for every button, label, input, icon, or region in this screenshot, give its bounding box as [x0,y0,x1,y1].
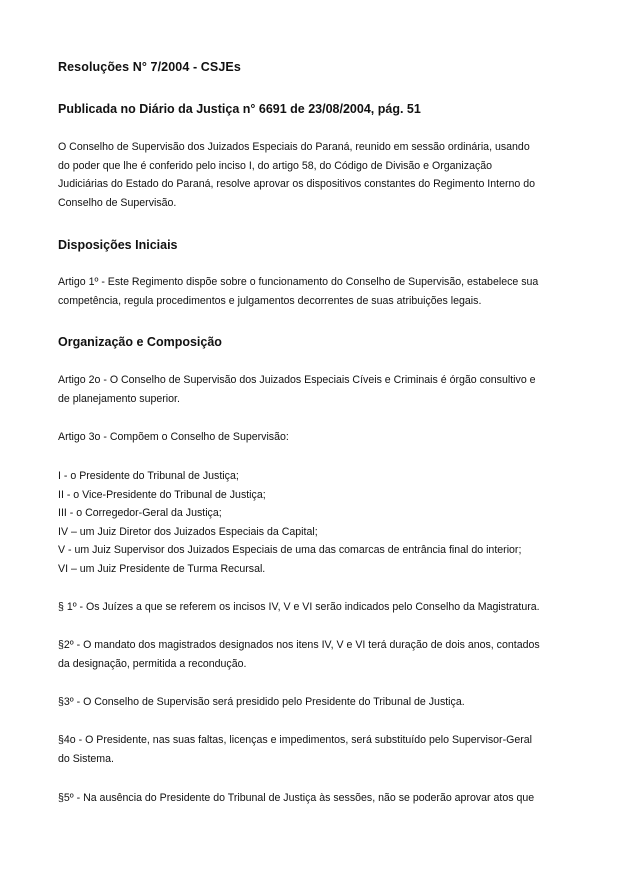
composition-list: I - o Presidente do Tribunal de Justiça; II - o Vice-Presidente do Tribunal de Justiça; III - o Corregedor-Geral da Justiça; IV – um Juiz Diretor dos Juizados Especiais da Capital; V - um Juiz Supervisor dos Juizados Especiais de uma das comarcas de entrância final do interior; VI – um Juiz Presidente de Turma Recursal. [58,470,522,575]
paragraph-4: §4o - O Presidente, nas suas faltas, licenças e impedimentos, será substituído pelo Supervisor-Geral do Sistema. [58,734,533,765]
article-1-paragraph: Artigo 1º - Este Regimento dispõe sobre o funcionamento do Conselho de Supervisão, estabelece sua competência, regula procedimentos e julgamentos decorrentes de suas atribuições legais. [58,276,539,307]
document-title: Resoluções N° 7/2004 - CSJEs [58,60,241,74]
publication-subtitle: Publicada no Diário da Justiça n° 6691 de 23/08/2004, pág. 51 [58,102,421,116]
paragraph-2: §2º - O mandato dos magistrados designados nos itens IV, V e VI terá duração de dois anos, contados da designação, permitida a recondução. [58,639,540,670]
paragraph-5: §5º - Na ausência do Presidente do Tribunal de Justiça às sessões, não se poderão aprovar atos que [58,792,535,804]
article-3-paragraph: Artigo 3o - Compõem o Conselho de Supervisão: [58,431,289,443]
article-2-paragraph: Artigo 2o - O Conselho de Supervisão dos Juizados Especiais Cíveis e Criminais é órgão consultivo e de planejamento superior. [58,374,536,405]
paragraph-1: § 1º - Os Juízes a que se referem os incisos IV, V e VI serão indicados pelo Conselho da Magistratura. [58,601,540,613]
paragraph-3: §3º - O Conselho de Supervisão será presidido pelo Presidente do Tribunal de Justiça. [58,696,465,708]
intro-paragraph: O Conselho de Supervisão dos Juizados Especiais do Paraná, reunido em sessão ordinária, usando do poder que lhe é conferido pelo inciso I, do artigo 58, do Código de Divisão e Organização Judiciárias do Estado do Paraná, resolve aprovar os dispositivos constantes do Regimento Interno do Conselho de Supervisão. [58,141,535,209]
section-heading-organization: Organização e Composição [58,335,222,349]
document-page [58,58,558,804]
section-heading-initial-provisions: Disposições Iniciais [58,238,178,252]
